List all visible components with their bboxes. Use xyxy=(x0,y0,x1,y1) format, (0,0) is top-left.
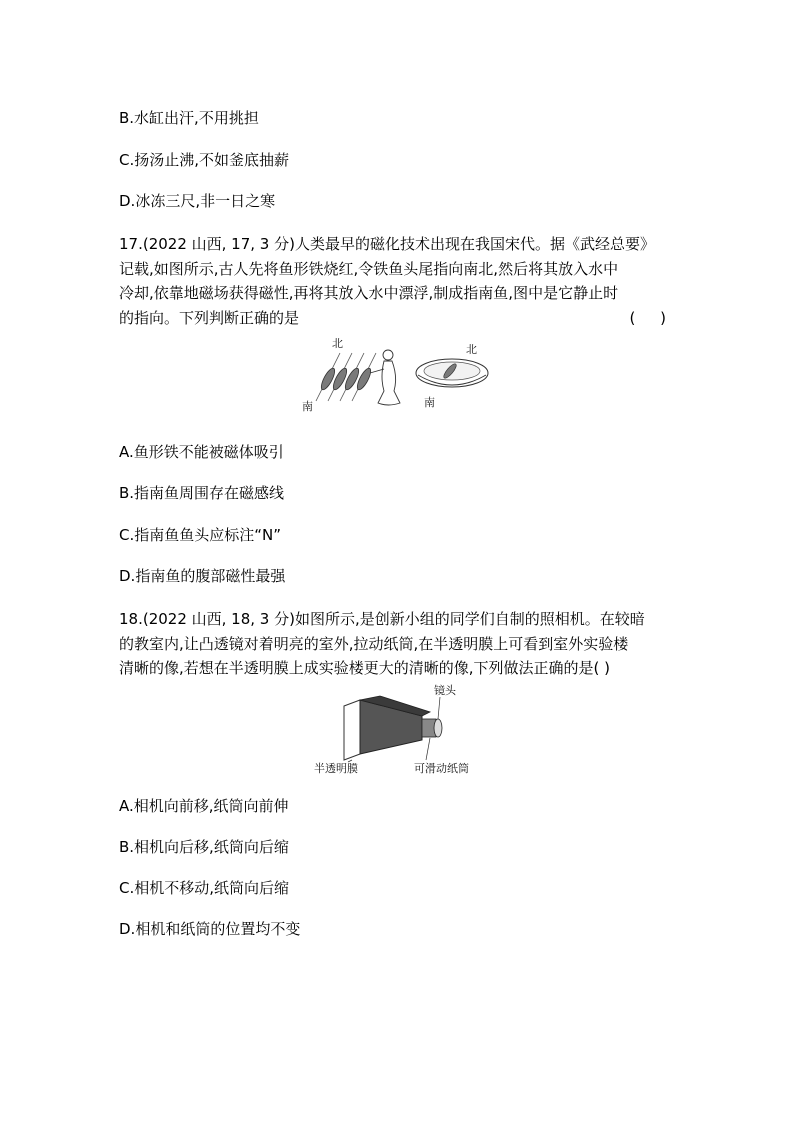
q18-option-a: A.相机向前移,纸筒向前伸 xyxy=(119,797,289,815)
label-south-left: 南 xyxy=(302,400,313,413)
q17-stem-line: 记载,如图所示,古人先将鱼形铁烧红,令铁鱼头尾指向南北,然后将其放入水中 xyxy=(119,259,619,278)
q17-option-b: B.指南鱼周围存在磁感线 xyxy=(119,484,285,502)
water-bowl xyxy=(416,359,488,387)
q18-option-d: D.相机和纸筒的位置均不变 xyxy=(119,920,301,938)
person-figure xyxy=(370,350,400,405)
q17-stem xyxy=(119,232,694,330)
q18-option-c: C.相机不移动,纸筒向后缩 xyxy=(119,879,290,897)
camera-box xyxy=(344,696,442,760)
q18-figure xyxy=(310,684,490,776)
label-membrane: 半透明膜 xyxy=(314,762,358,775)
q16-option-d: D.冰冻三尺,非一日之寒 xyxy=(119,192,276,210)
q18-stem-line: 18.(2022 山西, 18, 3 分)如图所示,是创新小组的同学们自制的照相机。在较暗 xyxy=(119,610,645,628)
q17-option-d: D.指南鱼的腹部磁性最强 xyxy=(119,567,286,585)
label-north-right: 北 xyxy=(466,343,477,356)
q18-option-b: B.相机向后移,纸筒向后缩 xyxy=(119,838,289,856)
q17-stem-line: 冷却,依靠地磁场获得磁性,再将其放入水中漂浮,制成指南鱼,图中是它静止时 xyxy=(119,284,619,302)
label-north-left: 北 xyxy=(332,337,343,350)
iron-fish-group xyxy=(316,353,376,401)
label-south-right: 南 xyxy=(424,396,435,409)
q18-stem xyxy=(119,607,694,681)
q17-stem-line: 的指向。下列判断正确的是 xyxy=(119,308,300,327)
q17-option-c: C.指南鱼鱼头应标注“N” xyxy=(119,526,282,544)
label-sliding-tube: 可滑动纸筒 xyxy=(414,762,469,775)
answer-parenthesis: ( ) xyxy=(629,308,676,327)
q16-option-b: B.水缸出汗,不用挑担 xyxy=(119,109,259,127)
q17-option-a: A.鱼形铁不能被磁体吸引 xyxy=(119,443,284,461)
q18-stem-line: 清晰的像,若想在半透明膜上成实验楼更大的清晰的像,下列做法正确的是( ) xyxy=(119,659,611,677)
q16-option-c: C.扬汤止沸,不如釜底抽薪 xyxy=(119,151,290,169)
q17-stem-line: 17.(2022 山西, 17, 3 分)人类最早的磁化技术出现在我国宋代。据《武经总要》 xyxy=(119,235,655,253)
label-lens: 镜头 xyxy=(434,684,456,697)
q17-figure xyxy=(300,333,510,413)
q18-stem-line: 的教室内,让凸透镜对着明亮的室外,拉动纸筒,在半透明膜上可看到室外实验楼 xyxy=(119,634,629,653)
